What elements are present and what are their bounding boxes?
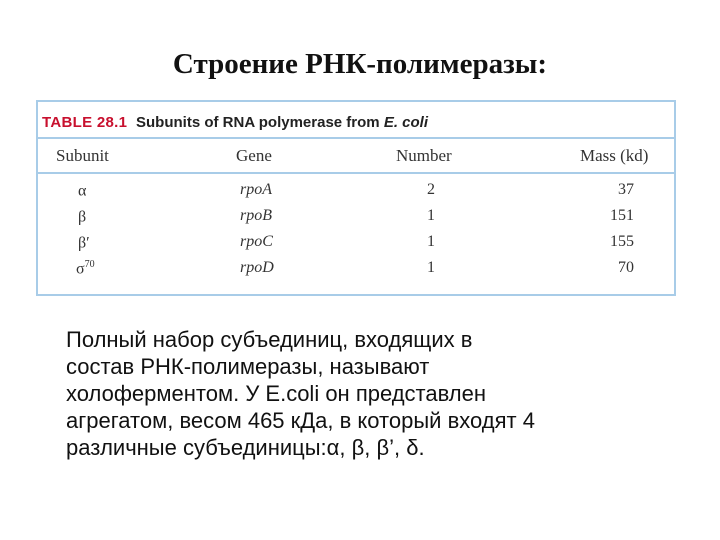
table-caption <box>36 112 676 134</box>
table-rule-top <box>38 137 674 139</box>
table-label: TABLE 28.1 <box>42 114 128 131</box>
header-mass: Mass (kd) <box>580 146 649 165</box>
row-2-mass: 151 <box>610 207 634 224</box>
body-line-4: агрегатом, весом 465 кДа, в который входят 4 <box>66 408 535 433</box>
header-gene: Gene <box>236 146 272 165</box>
slide-title: Строение РНК-полимеразы: <box>172 48 548 80</box>
row-2-number: 1 <box>427 207 435 224</box>
body-paragraph <box>66 326 706 461</box>
row-4-subunit: $\sigma^{70}$ <box>76 259 95 278</box>
row-4-number: 1 <box>427 259 435 276</box>
row-4-mass: 70 <box>618 259 634 276</box>
header-subunit: Subunit <box>56 146 109 165</box>
row-4-gene: rpoD <box>240 259 274 276</box>
row-3-subunit: β′ <box>78 234 90 252</box>
header-number: Number <box>396 146 452 165</box>
row-3-mass: 155 <box>610 233 634 250</box>
table-rule-header <box>38 172 674 174</box>
row-2-gene: rpoB <box>240 207 272 224</box>
row-3-number: 1 <box>427 233 435 250</box>
body-line-3: холоферментом. У E.coli он представлен <box>66 381 487 406</box>
caption-organism: E. coli <box>383 114 428 131</box>
caption-prefix: Subunits of RNA polymerase from <box>136 114 384 131</box>
row-1-number: 2 <box>427 181 435 198</box>
body-line-5: различные субъединицы:α, β, β’, δ. <box>66 435 425 460</box>
row-1-gene: rpoA <box>240 181 272 198</box>
body-line-1: Полный набор субъединиц, входящих в <box>66 327 473 352</box>
body-line-2: состав РНК-полимеразы, называют <box>66 354 430 379</box>
row-1-mass: 37 <box>618 181 634 198</box>
row-1-subunit: α <box>78 182 87 200</box>
row-3-gene: rpoC <box>240 233 273 250</box>
row-2-subunit: β <box>78 208 87 226</box>
table-caption-text <box>136 114 428 131</box>
